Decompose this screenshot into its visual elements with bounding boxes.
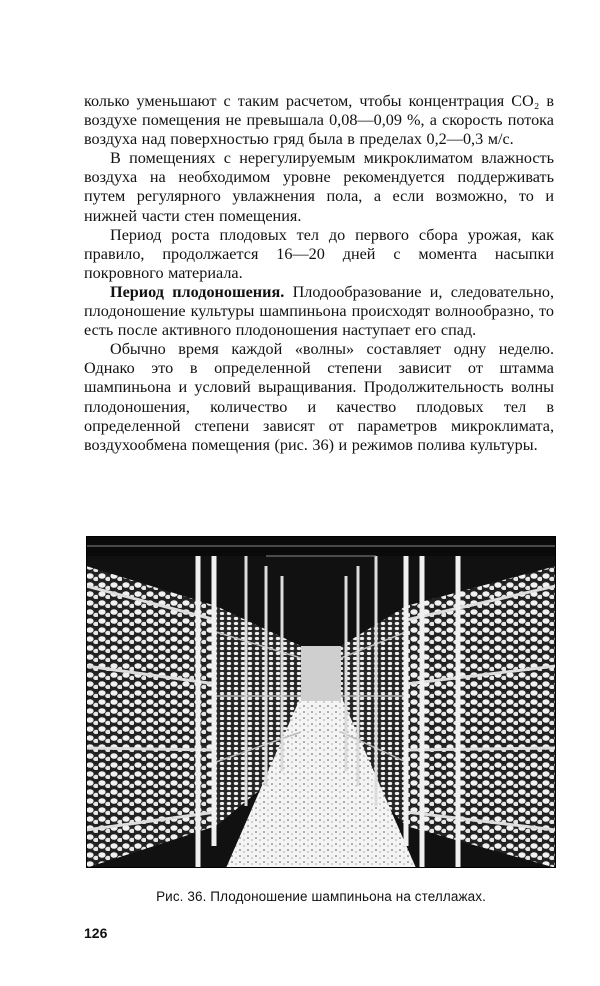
paragraph-2-text: В помещениях с нерегулируемым микроклиматом влажность воздуха на необходимом уровне рекомендуется поддерживать путем регулярного увлажнения пола, а если возможно, то и нижней части стен помещения. xyxy=(84,149,554,225)
body-text xyxy=(84,92,554,455)
paragraph-1 xyxy=(84,92,554,149)
figure-caption: Рис. 36. Плодоношение шампиньона на стеллажах. xyxy=(156,889,486,904)
paragraph-4 xyxy=(84,283,554,340)
paragraph-3 xyxy=(84,226,554,283)
paragraph-5-text: Обычно время каждой «волны» составляет одну неделю. Однако это в определенной степени зависит от штамма шампиньона и условий выращивания. Продолжительность волны плодоношения, количество и качество плодовых тел в определенной степени зависят от параметров микроклимата, воздухообмена помещения (рис. 36) и режимов полива культуры. xyxy=(84,340,554,454)
mushroom-shelves-illustration xyxy=(86,536,556,868)
paragraph-3-text: Период роста плодовых тел до первого сбора урожая, как правило, продолжается 16—20 дней с момента насыпки покровного материала. xyxy=(84,225,554,282)
paragraph-4-text: Плодообразование и, следовательно, плодоношение культуры шампиньона происходят волнообразно, то есть после активного плодоношения наступает его спад. xyxy=(84,282,554,340)
paragraph-1-text: колько уменьшают с таким расчетом, чтобы концентрация CO₂ в воздухе помещения не превышала 0,08—0,09 %, а скорость потока воздуха над поверхностью гряд была в пределах 0,2—0,3 м/с. xyxy=(84,92,554,149)
paragraph-5 xyxy=(84,340,554,455)
paragraph-2 xyxy=(84,149,554,225)
paragraph-4-heading: Период плодоношения. xyxy=(110,282,285,301)
page-number: 126 xyxy=(84,925,108,941)
illustration-svg xyxy=(86,536,556,868)
